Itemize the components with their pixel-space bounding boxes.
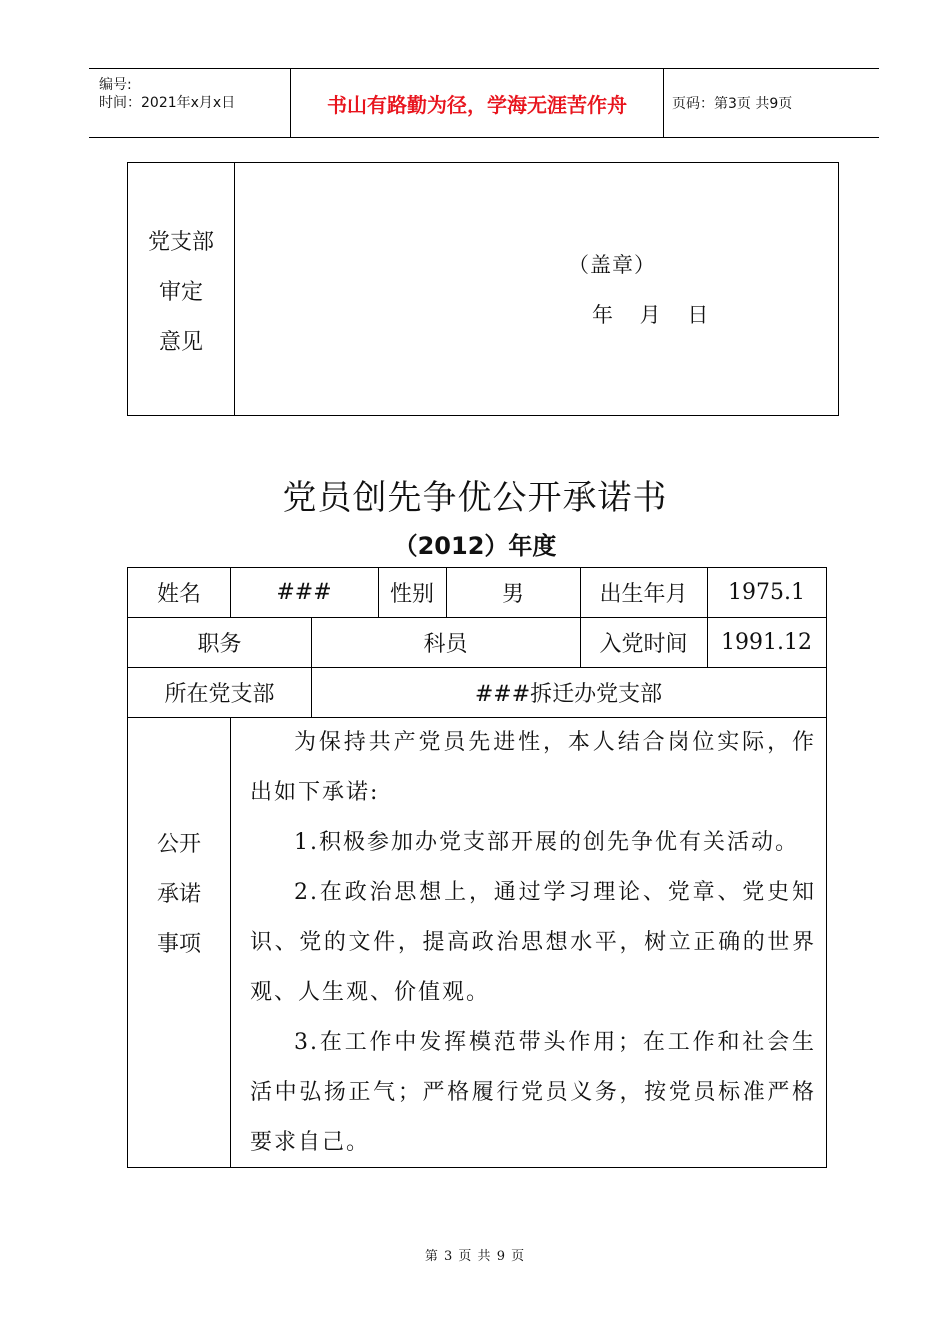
time-label: 时间：2021年x月x日	[99, 95, 236, 111]
number-label: 编号:	[99, 77, 132, 93]
page-info: 页码：第3页 共9页	[672, 96, 793, 112]
commit-label-line: 承诺	[156, 882, 201, 907]
page-header	[89, 68, 879, 138]
opinion-label-line: 党支部	[147, 230, 214, 255]
commit-label-line: 事项	[156, 932, 201, 957]
birth-label: 出生年月	[599, 582, 688, 607]
gender-label: 性别	[389, 582, 434, 607]
name-value: ###	[276, 580, 332, 605]
document-title: 党员创先争优公开承诺书	[282, 478, 668, 518]
branch-opinion-box	[127, 162, 839, 416]
motto: 书山有路勤为径，学海无涯苦作舟	[290, 69, 664, 137]
opinion-label-line: 意见	[158, 330, 203, 355]
commitment-form	[127, 567, 827, 1168]
col-divider	[230, 717, 231, 1167]
commit-label-line: 公开	[156, 832, 201, 857]
commit-paragraph: 2.在政治思想上，通过学习理论、党章、党史知识、党的文件，提高政治思想水平，树立正确的世界观、人生观、价值观。	[250, 880, 816, 1005]
commit-content	[240, 718, 826, 1168]
commit-label	[128, 820, 230, 970]
join-label: 入党时间	[599, 631, 688, 657]
commit-paragraph: 为保持共产党员先进性，本人结合岗位实际，作出如下承诺:	[250, 730, 816, 805]
opinion-label	[128, 163, 235, 415]
date-text: 年 月 日	[592, 303, 709, 327]
commit-paragraph: 3.在工作中发挥模范带头作用；在工作和社会生活中弘扬正气；严格履行党员义务，按党员标准严格要求自己。	[250, 1030, 816, 1155]
header-meta	[89, 69, 289, 137]
branch-value: ###拆迁办党支部	[474, 681, 663, 707]
seal-text: （盖章）	[568, 253, 656, 277]
commit-paragraph: 1.积极参加办党支部开展的创先争优有关活动。	[294, 830, 799, 855]
opinion-label-line: 审定	[158, 280, 203, 305]
gender-value: 男	[501, 582, 524, 607]
join-value: 1991.12	[721, 629, 812, 655]
branch-label: 所在党支部	[164, 681, 275, 707]
position-label: 职务	[197, 631, 242, 657]
page-footer: 第 3 页 共 9 页	[424, 1249, 526, 1264]
name-label: 姓名	[156, 582, 201, 607]
document-subtitle: （2012）年度	[393, 532, 557, 560]
position-value: 科员	[423, 631, 468, 657]
birth-value: 1975.1	[728, 580, 805, 605]
